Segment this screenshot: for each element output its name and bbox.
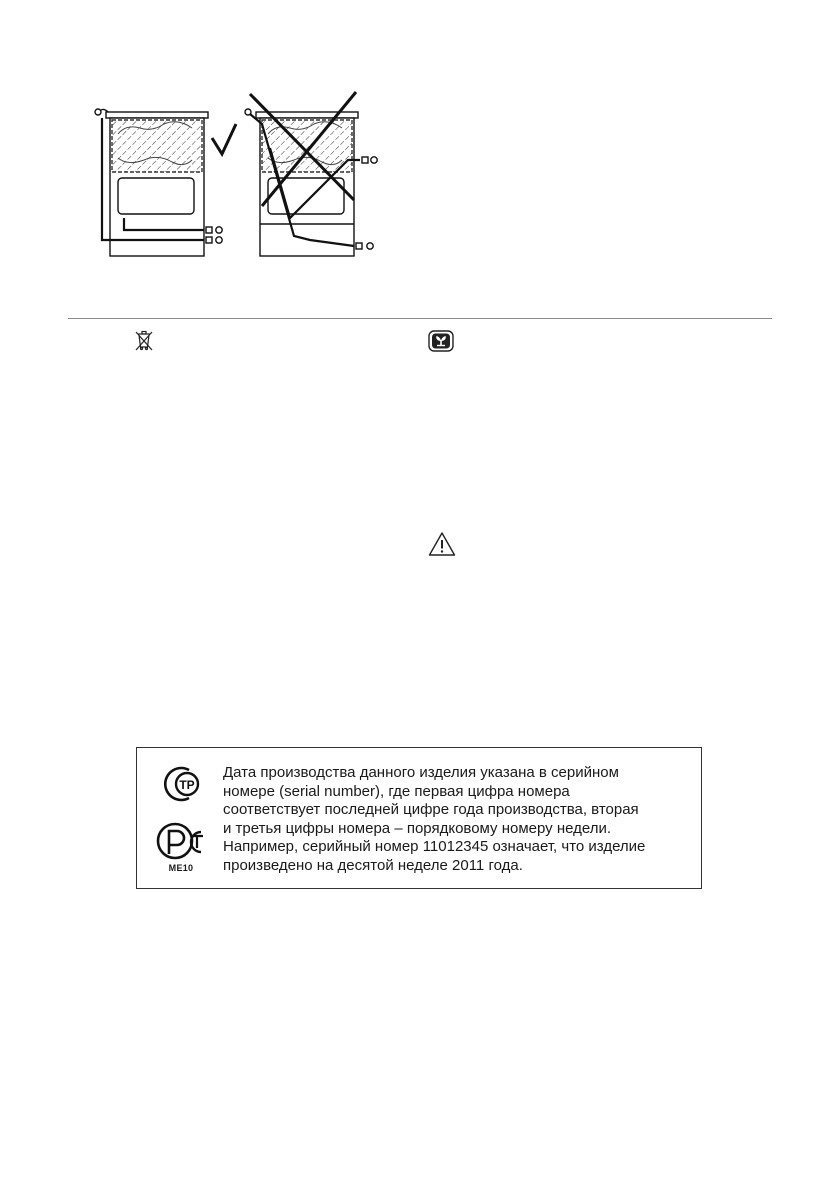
info-text-line: и третья цифры номера – порядковому номеру недели. xyxy=(223,819,612,837)
logo-code: ME10 xyxy=(168,863,194,873)
section-divider xyxy=(68,318,772,319)
incorrect-installation xyxy=(245,109,377,256)
info-text-line: номере (serial number), где первая цифра номера xyxy=(223,782,570,800)
info-text-line: Дата производства данного изделия указана в серийном xyxy=(223,764,619,781)
svg-text:ТР: ТР xyxy=(179,778,195,792)
crossed-out-bin-icon xyxy=(134,329,154,351)
info-text xyxy=(223,764,693,876)
production-date-info-box xyxy=(136,747,702,889)
checkmark-icon xyxy=(212,124,236,154)
info-text-line: Например, серийный номер 11012345 означает, что изделие xyxy=(223,838,646,856)
correct-installation xyxy=(95,109,222,256)
installation-diagram xyxy=(80,88,400,268)
pct-certification-logo xyxy=(155,820,207,862)
info-text-line: соответствует последней цифре года производства, вторая xyxy=(223,801,639,819)
eac-certification-logo xyxy=(155,764,207,804)
warning-triangle-icon xyxy=(428,531,456,557)
info-text-line: произведено на десятой неделе 2011 года. xyxy=(223,856,523,874)
environment-leaf-icon xyxy=(428,330,454,352)
